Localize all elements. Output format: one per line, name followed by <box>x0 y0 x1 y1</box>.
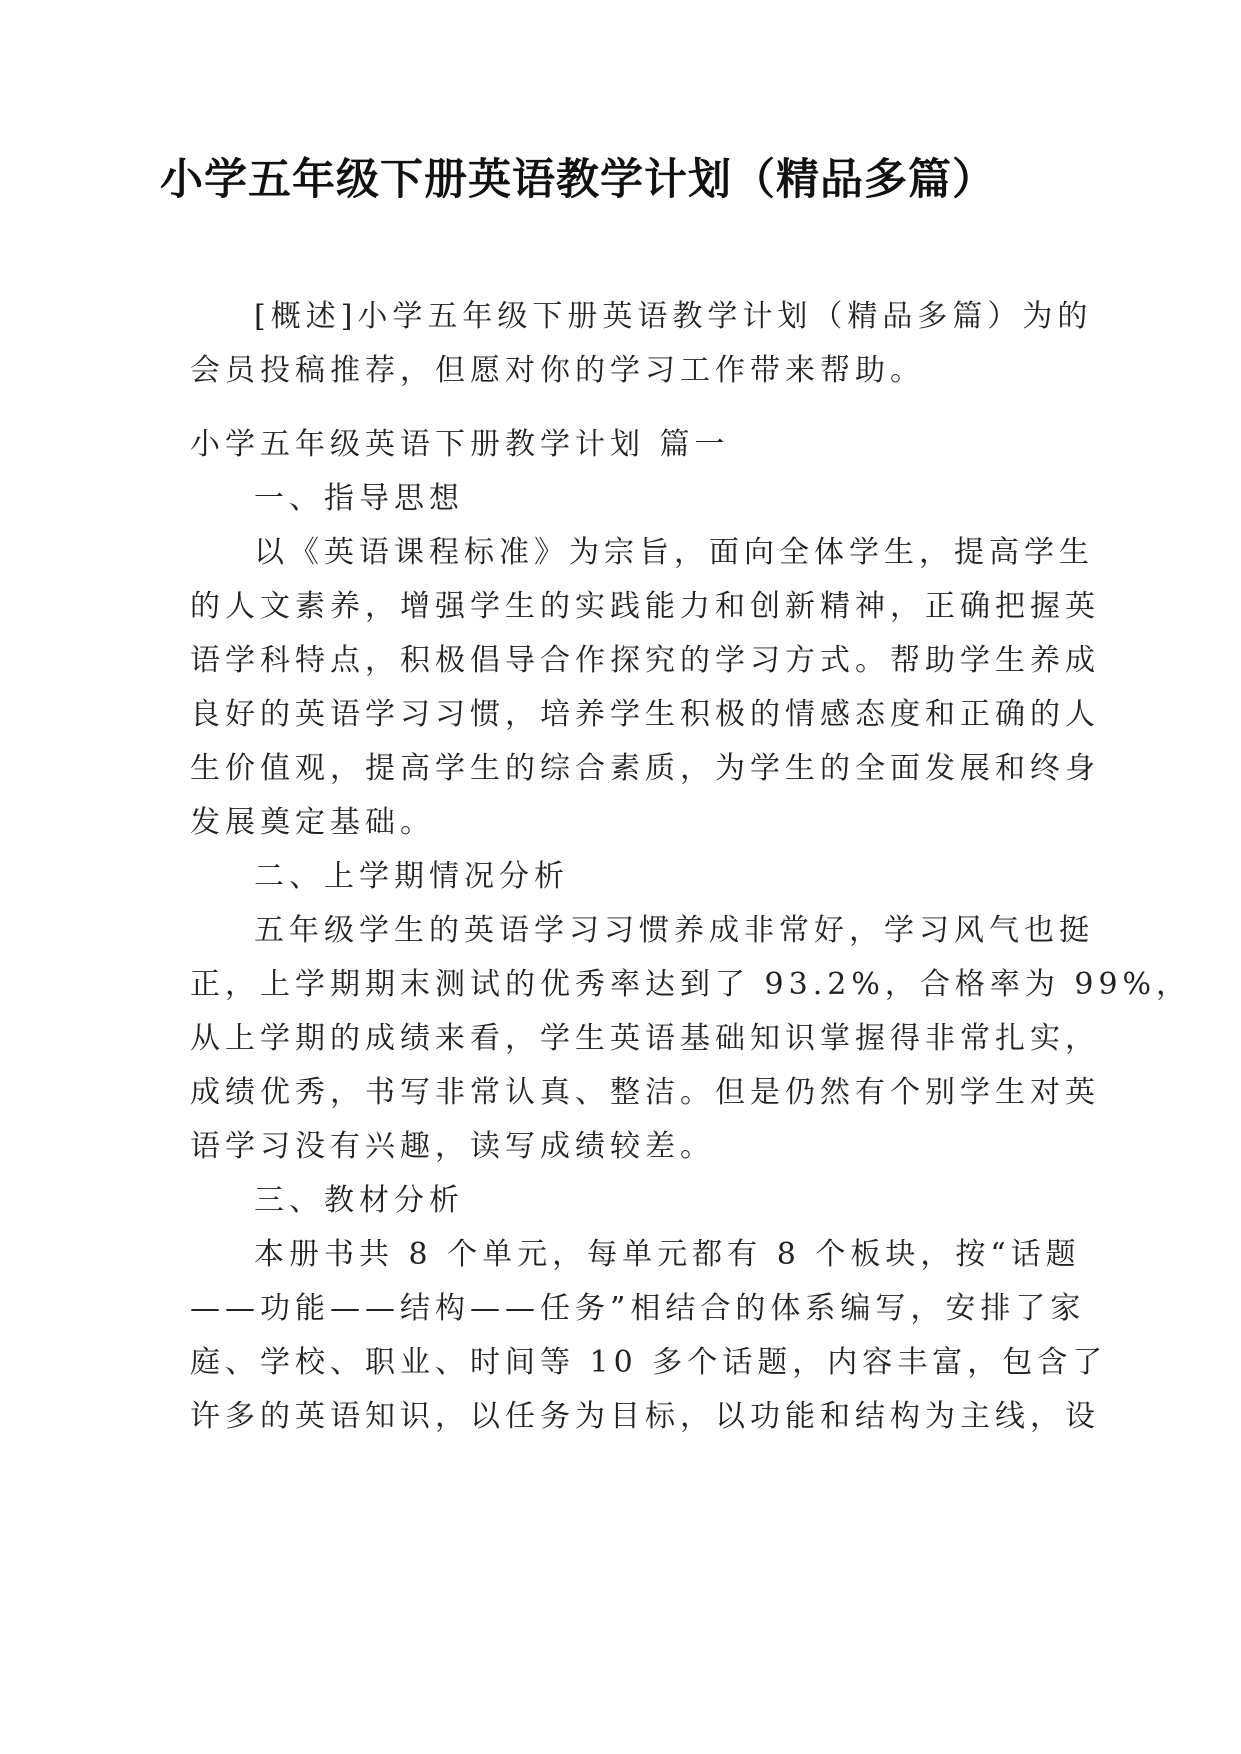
paragraph-line: 语学科特点，积极倡导合作探究的学习方式。帮助学生养成 <box>190 643 1100 678</box>
heading-guiding-ideology: 一、指导思想 <box>254 481 464 516</box>
summary-paragraph <box>190 290 1092 398</box>
paragraph-guiding-ideology <box>190 526 1100 850</box>
paragraph-line: 庭、学校、职业、时间等 10 多个话题，内容丰富，包含了 <box>190 1345 1108 1380</box>
heading-textbook-analysis: 三、教材分析 <box>254 1183 464 1218</box>
paragraph-line: 正，上学期期末测试的优秀率达到了 93.2%，合格率为 99%， <box>190 967 1192 1002</box>
paragraph-line: ——功能——结构——任务”相结合的体系编写，安排了家 <box>190 1291 1086 1326</box>
paragraph-line: 的人文素养，增强学生的实践能力和创新精神，正确把握英 <box>190 589 1100 624</box>
paragraph-line: 良好的英语学习习惯，培养学生积极的情感态度和正确的人 <box>190 697 1100 732</box>
paragraph-line: 语学习没有兴趣，读写成绩较差。 <box>190 1129 715 1164</box>
paragraph-last-semester-analysis <box>190 904 1191 1174</box>
paragraph-textbook-analysis <box>190 1228 1107 1444</box>
summary-line: [概述]小学五年级下册英语教学计划（精品多篇）为的 <box>254 299 1093 334</box>
heading-last-semester-analysis: 二、上学期情况分析 <box>254 859 569 894</box>
paragraph-line: 五年级学生的英语学习习惯养成非常好，学习风气也挺 <box>254 913 1094 948</box>
paragraph-line: 许多的英语知识，以任务为目标，以功能和结构为主线，设 <box>190 1399 1100 1434</box>
paragraph-line: 发展奠定基础。 <box>190 805 435 840</box>
section-title: 小学五年级英语下册教学计划 篇一 <box>190 427 730 462</box>
document-title: 小学五年级下册英语教学计划（精品多篇） <box>160 155 996 205</box>
summary-line: 会员投稿推荐，但愿对你的学习工作带来帮助。 <box>190 353 925 388</box>
paragraph-line: 成绩优秀，书写非常认真、整洁。但是仍然有个别学生对英 <box>190 1075 1100 1110</box>
paragraph-line: 以《英语课程标准》为宗旨，面向全体学生，提高学生 <box>254 535 1094 570</box>
paragraph-line: 从上学期的成绩来看，学生英语基础知识掌握得非常扎实， <box>190 1021 1100 1056</box>
paragraph-line: 生价值观，提高学生的综合素质，为学生的全面发展和终身 <box>190 751 1100 786</box>
paragraph-line: 本册书共 8 个单元，每单元都有 8 个板块，按“话题 <box>254 1237 1081 1272</box>
